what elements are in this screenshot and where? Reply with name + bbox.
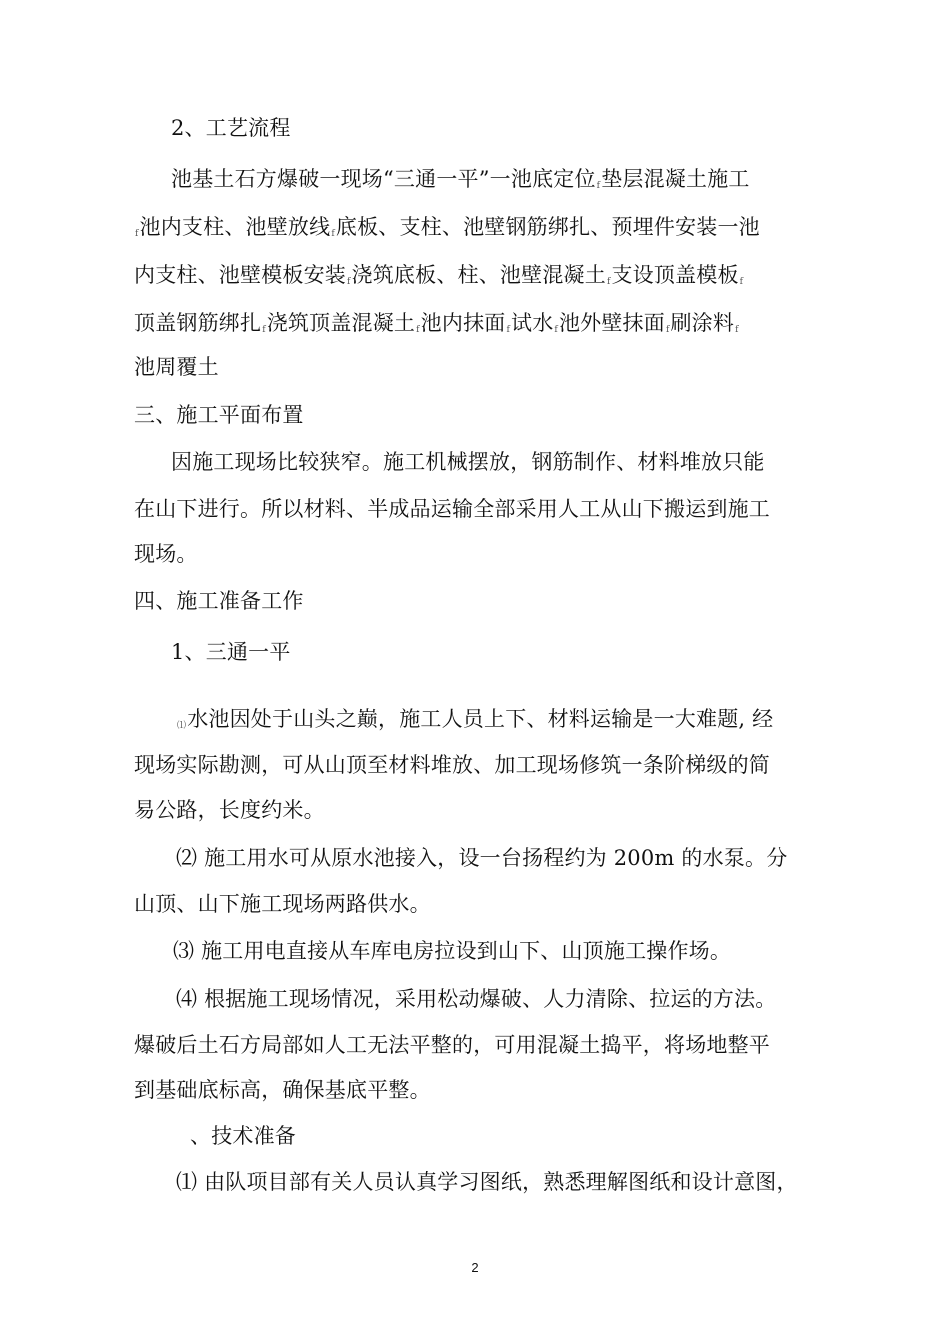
flow-marker: f — [416, 325, 420, 335]
flow-step: 内支柱、池壁模板安装 — [134, 263, 346, 287]
heading-site-layout: 三、施工平面布置 — [134, 403, 304, 427]
flow-marker: f — [739, 277, 744, 287]
flow-step: 浇筑底板、柱、池壁混凝土 — [351, 263, 606, 287]
paragraph-line: 因施工现场比较狭窄。施工机械摆放，钢筋制作、材料堆放只能 — [171, 450, 765, 474]
flow-step: 试水 — [511, 311, 554, 335]
heading-process-flow: 2、工艺流程 — [171, 116, 291, 140]
flow-line-3 — [134, 261, 744, 296]
flow-step: 池内抹面 — [420, 311, 506, 335]
flow-marker: f — [135, 229, 139, 239]
flow-step: 顶盖钢筋绑扎 — [134, 311, 262, 335]
flow-marker: f — [596, 181, 601, 191]
subheading-technical: 、技术准备 — [190, 1124, 296, 1148]
flow-marker: f — [347, 277, 351, 287]
paragraph-line: 在山下进行。所以材料、半成品运输全部采用人工从山下搬运到施工 — [134, 497, 770, 521]
flow-step: 支设顶盖模板 — [611, 263, 739, 287]
flow-line-5: 池周覆土 — [134, 355, 219, 379]
flow-marker: f — [735, 325, 739, 335]
flow-step: 垫层混凝土施工 — [601, 167, 750, 191]
flow-marker: f — [606, 277, 611, 287]
flow-marker: f — [665, 325, 670, 335]
heading-preparation: 四、施工准备工作 — [134, 589, 304, 613]
paragraph-line: ⑴水池因处于山头之巅，施工人员上下、材料运输是一大难题, 经 — [177, 707, 774, 731]
paragraph-line: 爆破后土石方局部如人工无法平整的，可用混凝土捣平，将场地整平 — [134, 1033, 770, 1057]
paragraph-line: ⑵ 施工用水可从原水池接入，设一台扬程约为 200m 的水泵。分 — [176, 846, 788, 870]
flow-step: 池基土石方爆破一现场“三通一平”一池底定位 — [171, 167, 596, 191]
flow-step: 池外壁抹面 — [558, 311, 665, 335]
flow-line-1 — [171, 165, 750, 200]
flow-line-4 — [134, 309, 740, 344]
flow-step: 底板、支柱、池壁钢筋绑扎、预埋件安装一池 — [335, 215, 760, 239]
flow-marker: f — [331, 229, 335, 239]
flow-step: 刷涂料 — [670, 311, 735, 335]
paragraph-line: 现场。 — [134, 542, 198, 566]
paragraph-line: ⑷ 根据施工现场情况，采用松动爆破、人力清除、拉运的方法。 — [176, 987, 777, 1011]
paragraph-line: 到基础底标高，确保基底平整。 — [134, 1078, 431, 1102]
paragraph-line: 现场实际勘测，可从山顶至材料堆放、加工现场修筑一条阶梯级的简 — [134, 753, 770, 777]
flow-line-2 — [134, 213, 760, 248]
page-number: 2 — [471, 1260, 479, 1275]
paragraph-line: 易公路，长度约米。 — [134, 798, 325, 822]
flow-marker: f — [554, 325, 558, 335]
flow-marker: f — [506, 325, 511, 335]
paragraph-line: ⑴ 由队项目部有关人员认真学习图纸，熟悉理解图纸和设计意图， — [176, 1170, 798, 1194]
flow-step: 浇筑顶盖混凝土 — [266, 311, 416, 335]
paragraph-line: 山顶、山下施工现场两路供水。 — [134, 892, 431, 916]
flow-marker: f — [262, 325, 266, 335]
subheading-three-links: 1、三通一平 — [171, 640, 291, 664]
paragraph-line: ⑶ 施工用电直接从车库电房拉设到山下、山顶施工操作场。 — [173, 939, 732, 963]
flow-step: 池内支柱、池壁放线 — [139, 215, 331, 239]
item-number: ⑴ — [177, 721, 187, 731]
